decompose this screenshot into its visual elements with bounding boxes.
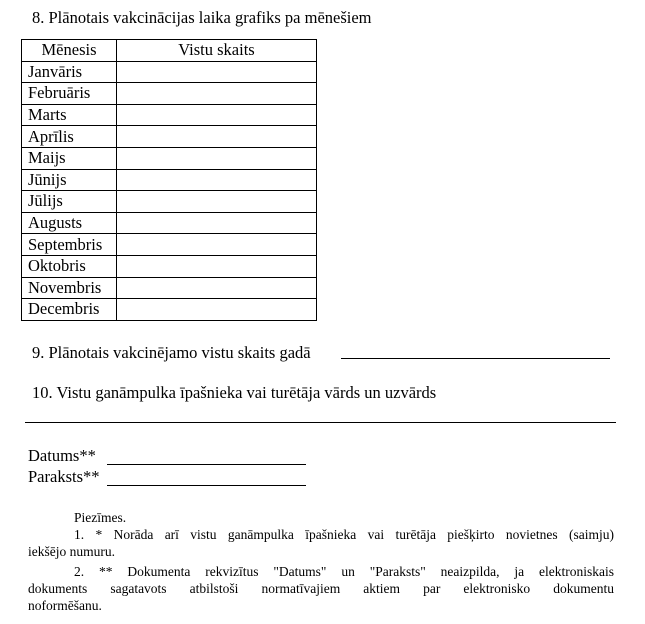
month-cell: Decembris [22,299,117,321]
count-cell[interactable] [117,61,317,83]
count-cell[interactable] [117,277,317,299]
table-row [22,299,317,321]
count-cell[interactable] [117,104,317,126]
month-cell: Novembris [22,277,117,299]
table-row [22,212,317,234]
section-8-heading: 8. Plānotais vakcinācijas laika grafiks pa mēnešiem [32,8,372,27]
count-cell[interactable] [117,191,317,213]
annual-vaccination-count-field[interactable] [341,358,610,359]
count-cell[interactable] [117,126,317,148]
note-2-line-1: 2. ** Dokumenta rekvizītus "Datums" un "Paraksts" neaizpilda, ja elektroniskais [74,564,614,579]
count-column-header: Vistu skaits [117,40,317,62]
notes-title: Piezīmes. [74,510,127,525]
table-row [22,104,317,126]
count-cell[interactable] [117,299,317,321]
table-row [22,277,317,299]
count-cell[interactable] [117,255,317,277]
month-column-header: Mēnesis [22,40,117,62]
month-cell: Augusts [22,212,117,234]
date-field[interactable] [107,464,306,465]
note-2-line-2: dokuments sagatavots atbilstoši normatīvajiem aktiem par elektronisko dokumentu [28,581,614,596]
count-cell[interactable] [117,212,317,234]
section-10-label: 10. Vistu ganāmpulka īpašnieka vai turētāja vārds un uzvārds [32,383,437,402]
count-cell[interactable] [117,83,317,105]
date-label: Datums** [28,446,96,465]
table-row [22,61,317,83]
count-cell[interactable] [117,147,317,169]
month-cell: Janvāris [22,61,117,83]
month-cell: Jūnijs [22,169,117,191]
section-9-label: 9. Plānotais vakcinējamo vistu skaits gadā [32,343,311,362]
table-row [22,169,317,191]
note-2-line-3: noformēšanu. [28,598,102,613]
owner-name-field[interactable] [25,422,616,423]
month-cell: Aprīlis [22,126,117,148]
signature-field[interactable] [107,485,306,486]
count-cell[interactable] [117,234,317,256]
month-cell: Septembris [22,234,117,256]
count-cell[interactable] [117,169,317,191]
vaccination-schedule-table [21,39,317,321]
month-cell: Marts [22,104,117,126]
month-cell: Jūlijs [22,191,117,213]
month-cell: Maijs [22,147,117,169]
note-1-line-1: 1. * Norāda arī vistu ganāmpulka īpašnieka vai turētāja piešķirto novietnes (saimju) [74,527,614,542]
signature-label: Paraksts** [28,467,100,486]
table-row [22,147,317,169]
table-row [22,234,317,256]
table-row [22,255,317,277]
table-row [22,83,317,105]
table-header-row [22,40,317,62]
note-1-line-2: iekšējo numuru. [28,544,115,559]
table-row [22,126,317,148]
table-row [22,191,317,213]
month-cell: Oktobris [22,255,117,277]
month-cell: Februāris [22,83,117,105]
